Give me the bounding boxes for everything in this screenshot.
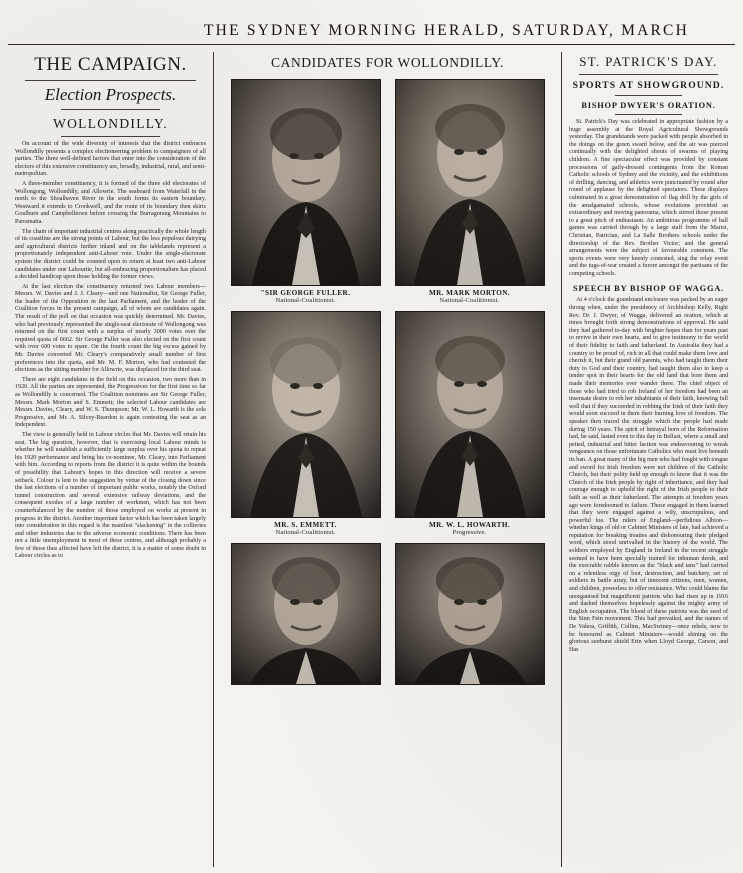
candidate-name: MR. S. EMMETT.	[274, 520, 337, 529]
candidate-portrait	[231, 79, 381, 286]
candidate-card	[227, 543, 384, 688]
candidate-card	[391, 543, 548, 688]
campaign-headline: THE CAMPAIGN.	[34, 54, 187, 75]
masthead	[0, 22, 743, 40]
divider	[61, 136, 160, 137]
candidate-party: National-Coalitionist.	[275, 297, 336, 304]
candidate-name: MR. MARK MORTON.	[428, 288, 511, 297]
candidate-card	[391, 79, 548, 304]
candidate-party: Progressive.	[452, 529, 487, 536]
masthead-text: THE SYDNEY MORNING HERALD, SATURDAY, MARCH	[204, 22, 689, 39]
masthead-rule	[8, 44, 735, 45]
speech-body	[569, 297, 728, 654]
candidate-card	[227, 311, 384, 536]
candidate-card	[227, 79, 384, 304]
paragraph: The chain of important industrial centres along practically the whole length of its coastline are the strong points of Labour, but the less populous dairying and agricultural districts further inland and on the tablelands represent a proportionately independent anti-Labour vote. Under the single-electorate system the district could be counted upon to return at least two anti-Labour candidates under one Labourite, but all-embracing proportionalism has placed a decided handicap upon those holding the former views.	[15, 228, 206, 281]
campaign-section: WOLLONDILLY.	[53, 116, 168, 131]
candidate-party: National-Coalitionist.	[439, 297, 500, 304]
paragraph: A three-member constituency, it is formed of the three old electorates of Wollongong, Wollondilly, and Allowrie. The seaboard from Waterfall in the north to the Shoalhaven River in the south forms its eastern boundary. Westward it extends to Crookwell, and the route of its boundary then skirts Goulburn and Campbelltown before crossing the Burragorang Mountains to Parramatta.	[15, 180, 206, 225]
column-st-patricks	[562, 52, 735, 867]
portrait-image	[232, 80, 380, 285]
paragraph: At the last election the constituency returned two Labour members—Messrs. W. Davies and J. J. Cleary—and one Nationalist, Sir George Fuller, the leader of the Opposition in the last Parliament, and the leader of the Coalition forces in the present campaign, all of whom are candidates again. The result of the poll on that occasion was quickly determined. Mr. Davies, who had previously represented the single-seat electorate of Wollongong was returned on the first count with a surplus of nearly 3000 votes over the required quota of 6662. Sir George Fuller was also elected on the first count with over 600 votes to spare. On the fourth count the big excess gained by Mr. Davies converted Mr. Cleary's comparatively small number of first preferences into the quota, and Mr. M. F. Morton, who had contested the elections as the sitting member for Allowrie, was displaced for the third seat.	[15, 283, 206, 374]
candidate-portrait	[395, 543, 545, 685]
portrait-image	[232, 312, 380, 517]
portrait-image	[396, 80, 544, 285]
candidate-portrait	[395, 79, 545, 286]
campaign-body	[15, 141, 206, 561]
candidate-name: MR. W. L. HOWARTH.	[428, 520, 511, 529]
divider	[615, 95, 682, 96]
paragraph: St. Patrick's Day was celebrated in appropriate fashion by a huge assembly at the Royal Agricultural Showgrounds yesterday. The grandstands were packed with people absorbed in the doings on the green sward below, and the air was pierced continually with the delighted shouts of swarms of playing children. A fine spectacular effect was provided by constant processions of gaily-dressed contingents from the Roman Catholic schools of Sydney and the vicinity, and the exhibitions of drilling, dancing, and athletics were punctuated by round after round of applause by the delighted spectators. These displays culminated in a great demonstration of flag drill by the girls of the amalgamated schools, whose evolutions provided an extraordinary and moving panorama, which stirred those present to a great pitch of enthusiasm. An ambitious programme of ball games was carried through by a large staff from the Marist, Christian, Patrician, and La Salle Brothers schools under the directorship of the Rev. Brother Victor; and the general arrangements were the subject of favourable comment. The sports events were very keenly contested, sing the relay event and the tugs-of-war created a furore amongst the partisans of the competing schools.	[569, 119, 728, 277]
stpatricks-body	[569, 119, 728, 278]
stpatricks-subhead2: BISHOP DWYER'S ORATION.	[581, 101, 716, 110]
candidate-card	[391, 311, 548, 536]
paragraph: There are eight candidates in the field on this occasion, two more than in 1920. All the parties are represented, the Progressives for the first time so far as Wollondilly is concerned. The Coalition nominees are Sir George Fuller, Messrs. Mark Morton and S. Emmett; the selected Labour candidates are Messrs. Davies, Cleary, and W. S. Thompson; Mr. W. L. Howarth is the sole Progressive, and Mr. A. Silvey-Reardon is again contesting the seat as an Independent.	[15, 376, 206, 429]
divider	[25, 80, 196, 81]
candidate-party: National-Coalitionist.	[275, 529, 336, 536]
divider	[615, 114, 682, 115]
paragraph: The view is generally held in Labour circles that Mr. Davies will retain his seat. The big question, however, that is exercising local Labour minds is whether he will establish a sufficiently large surplus over his quota to repeat his 1920 performance and bring his co-nominee, Mr. Cleary, into Parliament with him. According to reports from the district it is quite within the bounds of possibility that Labour's hopes in this direction will receive a severe setback. Colour is lent to the suggestion by virtue of the closing down since the last elections of a number of important public works, notably the Oxford tunnel construction and several extensive railway deviations, and the consequent exodus of a large number of workmen, which has not been counterbalanced by the number of those employed on works at present in progress in the district. Another important factor which has been taken largely into consideration in this regard is the manifest "slackening" in the collieries and other industries due to the adverse economic conditions. There has been not a little unemployment in most of these centres, and although probably a few of those thus affected have left the district, it is a matter of some doubt in Labour circles as to	[15, 431, 206, 560]
candidate-name: "SIR GEORGE FULLER.	[260, 288, 351, 297]
column-container	[8, 52, 735, 867]
portrait-image	[232, 544, 380, 684]
portrait-image	[396, 544, 544, 684]
paragraph: On account of the wide diversity of interests that the district embraces Wollondilly presents a complex electioneering problem to campaigners of all parties. The three well-defined factors that enter into the consideration of the electors of this extensive constituency are, broadly, industrial, rural, and semi-metropolitan.	[15, 141, 206, 178]
stpatricks-subhead: SPORTS AT SHOWGROUND.	[572, 80, 725, 91]
divider	[579, 74, 718, 75]
candidate-photo-grid	[221, 79, 554, 695]
candidate-portrait	[231, 543, 381, 685]
candidate-portrait	[395, 311, 545, 518]
candidates-title: CANDIDATES FOR WOLLONDILLY.	[271, 55, 504, 70]
stpatricks-headline: ST. PATRICK'S DAY.	[579, 54, 718, 69]
divider	[61, 109, 160, 110]
speech-heading: SPEECH BY BISHOP OF WAGGA.	[572, 284, 725, 294]
campaign-subhead: Election Prospects.	[44, 85, 177, 104]
paragraph: At 4 o'clock the grandstand enclosure was packed by an eager throng when, under the presidency of Archbishop Kelly, Right Rev. Dr. J. Dwyer, of Wagga, delivered an oration, which at times brought forth strong demonstrations of approval. He said they had gathered to-day with brighter hopes than for years past to revive in their own hearts, and to give testimony to the world of their fidelity to faith and fatherland. In Australia they had a country to be proud of, rich in all that could make them love and cherish it, but their grand old parents, who had taught them their duty to God and their country, had taught them also to keep a tender spot in their hearts for the old land that bore them and made their memories ever wander there. The chief object of those who had tried to rob Ireland of her freedom had been an insensate desire to rob her inhabitants of their faith, knowing full well that if they succeeded in robbing the Irish of their faith they would soon succeed in them their burning love of freedom. The speaker then traced the struggle which the people had made during 150 years. The spirit of betrayal born of the Reformation had, he said, lasted even to this day in Belfast, where a small and petted, industrial and bitter faction was endeavouring to wreak vengeance on those unfortunate Catholics who must live beneath its ban. A great many of the big men who had fought with tongue and sword for Irish freedom were not children of the Catholic Church, but their polity held up enough to know that it was the Church of the Irish people by right of inheritance, and they had courage enough to uphold the right of the Irish people to their faith as well as their fatherland. The attempts at freedom years ago were foredoomed to failure. Those engaged in them learned that they were engaged against a wily, unscrupulous, and powerful foe. The rulers of England—perfidious Albion—whether kings of old or Cabinet Ministers of late, had achieved a reputation for breaking treaties and dishonouring their pledged word, which stood unrivalled in the history of the world. The soldiers employed by England in Ireland in the recent struggle seemed to have been specially trained for inhuman deeds, and the execrable rabble known as the "black and tans" had carried on a relentless orgy of loot, destruction, and butchery, set of soldiers in battle array, but of innocent citizens, men, women, and children, powerless to offer resistance. Who could blame the unorganised but magnificent patriots who had risen up in 1916 and dashed themselves hopelessly against the mighty army of English occupation. The blood of these patriots was the seed of the Sinn Fein movement. This had prevailed, and the names of De Valera, Griffith, Collins, MacSwiney—once rebels, now to be honoured as Cabinet Ministers—would shining on the glorious sunburst shield Erin when Lloyd George, Carson, and Has	[569, 297, 728, 653]
column-candidates	[214, 52, 562, 867]
portrait-image	[396, 312, 544, 517]
column-campaign	[8, 52, 214, 867]
candidate-portrait	[231, 311, 381, 518]
